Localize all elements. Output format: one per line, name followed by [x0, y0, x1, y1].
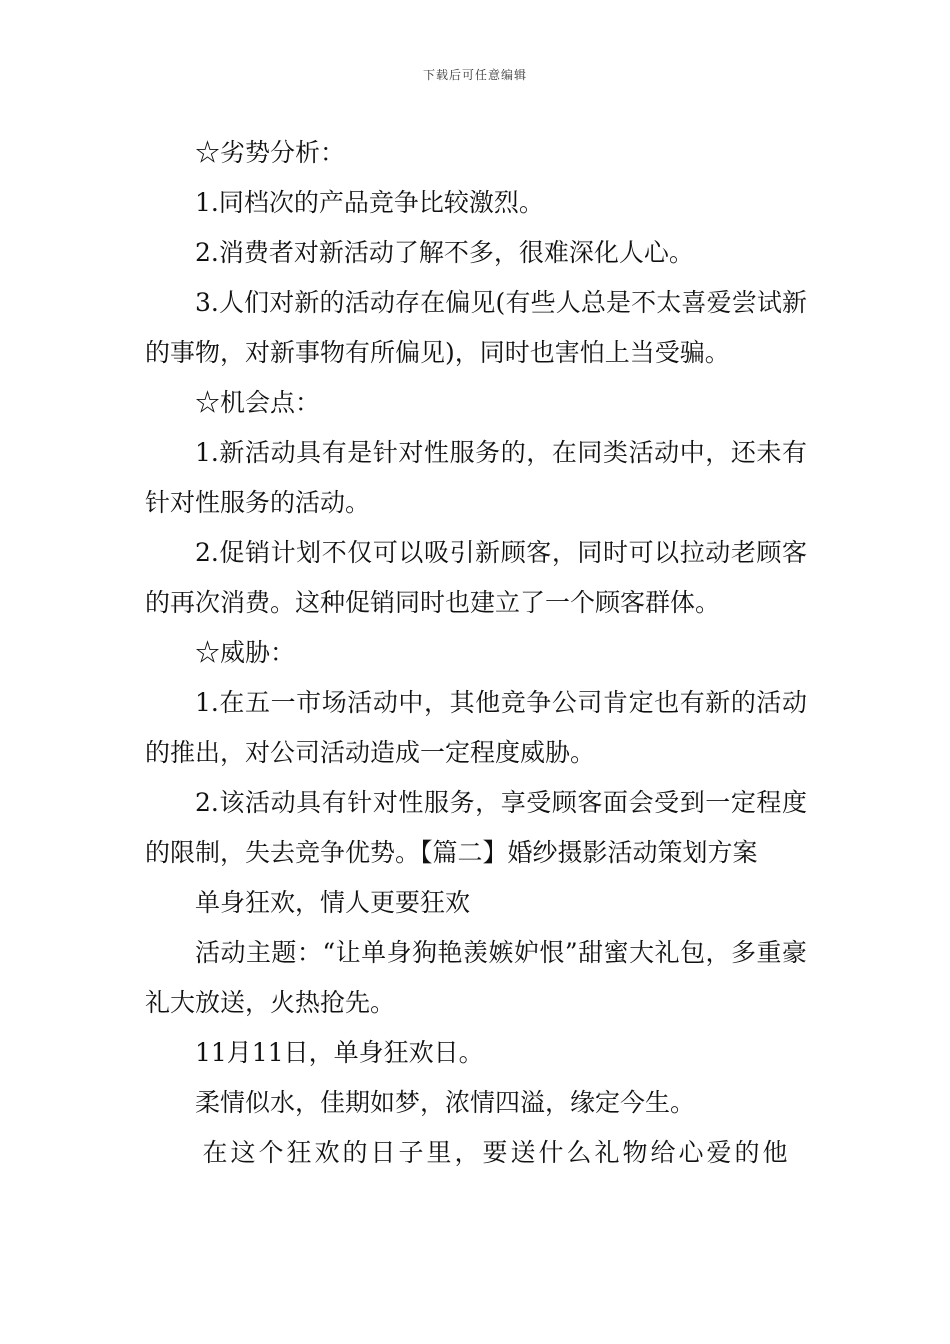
paragraph: 3.人们对新的活动存在偏见(有些人总是不太喜爱尝试新的事物，对新事物有所偏见)，同时也害怕上当受骗。 — [145, 288, 807, 367]
heading-weakness: ☆劣势分析： — [195, 138, 346, 167]
paragraph: 2.促销计划不仅可以吸引新顾客，同时可以拉动老顾客的再次消费。这种促销同时也建立了一个顾客群体。 — [145, 538, 807, 617]
document-body — [145, 128, 807, 1178]
paragraph: 柔情似水，佳期如梦，浓情四溢，缘定今生。 — [195, 1088, 696, 1117]
paragraph: 11月11日，单身狂欢日。 — [195, 1038, 484, 1067]
paragraph: 2.该活动具有针对性服务，享受顾客面会受到一定程度的限制，失去竞争优势。【篇二】婚纱摄影活动策划方案 — [145, 788, 807, 867]
paragraph: 活动主题：“让单身狗艳羡嫉妒恨”甜蜜大礼包，多重豪礼大放送，火热抢先。 — [145, 938, 807, 1017]
paragraph: 在这个狂欢的日子里，要送什么礼物给心爱的他 — [202, 1138, 791, 1167]
paragraph: 2.消费者对新活动了解不多，很难深化人心。 — [195, 238, 694, 267]
heading-threat: ☆威胁： — [195, 638, 296, 667]
paragraph: 1.新活动具有是针对性服务的，在同类活动中，还未有针对性服务的活动。 — [145, 438, 807, 517]
page-header-note: 下载后可任意编辑 — [422, 68, 527, 82]
heading-opportunity: ☆机会点： — [195, 388, 321, 417]
paragraph: 单身狂欢，情人更要狂欢 — [195, 888, 471, 917]
paragraph: 1.同档次的产品竞争比较激烈。 — [195, 188, 544, 217]
paragraph: 1.在五一市场活动中，其他竞争公司肯定也有新的活动的推出，对公司活动造成一定程度威胁。 — [145, 688, 807, 767]
